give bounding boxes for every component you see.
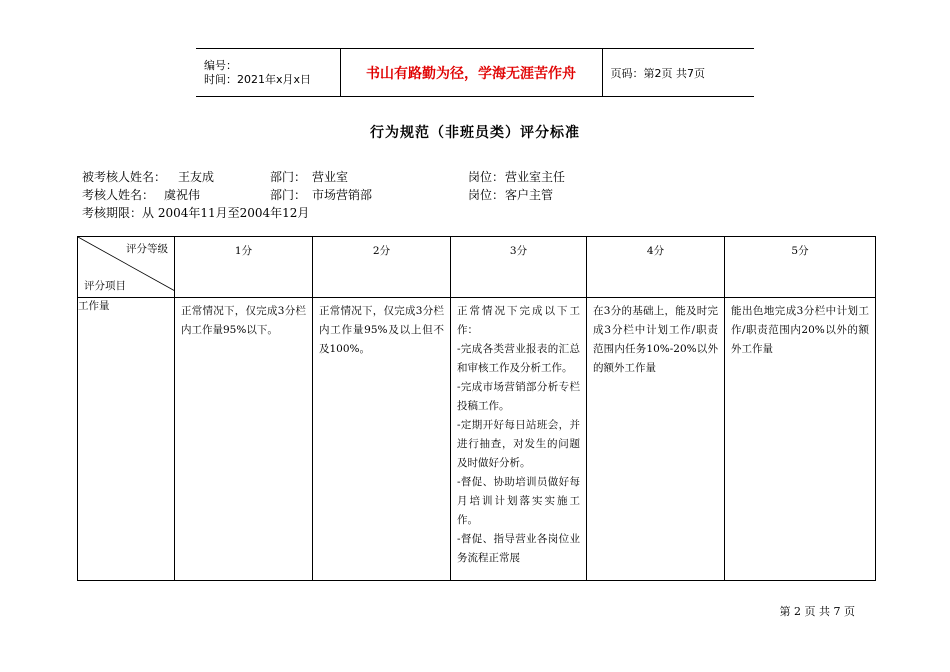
table-header-row bbox=[78, 237, 876, 298]
criteria-text: 在3分的基础上，能及时完成3分栏中计划工作/职责范围内任务10%-20%以外的额外工作量 bbox=[593, 305, 718, 374]
dept2-value: 市场营销部 bbox=[312, 188, 373, 202]
dept1-value: 营业室 bbox=[312, 170, 349, 184]
criteria-cell bbox=[587, 298, 725, 581]
examiner-name: 虞祝伟 bbox=[164, 188, 201, 202]
post2-value: 客户主管 bbox=[505, 188, 554, 202]
examinee-name: 王友成 bbox=[178, 170, 215, 184]
diagonal-header-cell bbox=[78, 237, 175, 298]
score-header: 4分 bbox=[587, 237, 725, 298]
document-title: 行为规范（非班员类）评分标准 bbox=[370, 125, 580, 141]
dept2-label: 部门： bbox=[270, 188, 307, 202]
grade-header: 评分等级 bbox=[126, 243, 168, 255]
criteria-text: 正常情况下完成以下工作： -完成各类营业报表的汇总和审核工作及分析工作。 -完成市场营销部分析专栏投稿工作。 -定期开好每日站班会，并进行抽查，对发生的问题及时做好分析。 -督促、协助培训员做好每月培训计划落实实施工作。 -督促、指导营业各岗位业务流程正常展 bbox=[457, 305, 580, 564]
assessment-period: 考核期限：从 2004年11月至2004年12月 bbox=[82, 206, 310, 220]
header-motto: 书山有路勤为径，学海无涯苦作舟 bbox=[340, 49, 602, 97]
criteria-text: 能出色地完成3分栏中计划工作/职责范围内20%以外的额外工作量 bbox=[731, 305, 869, 355]
header-page-info: 页码：第2页 共7页 bbox=[602, 49, 754, 97]
criteria-cell bbox=[725, 298, 876, 581]
post2-label: 岗位： bbox=[468, 188, 505, 202]
criteria-text: 正常情况下，仅完成3分栏内工作量95%以下。 bbox=[181, 305, 306, 336]
score-header: 5分 bbox=[725, 237, 876, 298]
score-header: 2分 bbox=[313, 237, 451, 298]
page-footer: 第 2 页 共 7 页 bbox=[779, 605, 855, 618]
time-label: 时间：2021年x月x日 bbox=[204, 72, 312, 86]
item-label: 工作量 bbox=[78, 298, 175, 581]
post1-value: 营业室主任 bbox=[505, 170, 566, 184]
header-left bbox=[196, 49, 340, 97]
header-table bbox=[196, 48, 754, 97]
criteria-cell bbox=[313, 298, 451, 581]
criteria-cell bbox=[451, 298, 587, 581]
item-header: 评分项目 bbox=[84, 280, 126, 292]
dept1-label: 部门： bbox=[270, 170, 307, 184]
criteria-text: 正常情况下，仅完成3分栏内工作量95%及以上但不及100%。 bbox=[319, 305, 444, 355]
number-label: 编号： bbox=[204, 58, 237, 72]
score-header: 3分 bbox=[451, 237, 587, 298]
score-header: 1分 bbox=[175, 237, 313, 298]
examiner-label: 考核人姓名： bbox=[82, 188, 155, 202]
table-row bbox=[78, 298, 876, 581]
criteria-cell bbox=[175, 298, 313, 581]
examinee-label: 被考核人姓名： bbox=[82, 170, 167, 184]
scoring-table bbox=[77, 236, 876, 581]
post1-label: 岗位： bbox=[468, 170, 505, 184]
